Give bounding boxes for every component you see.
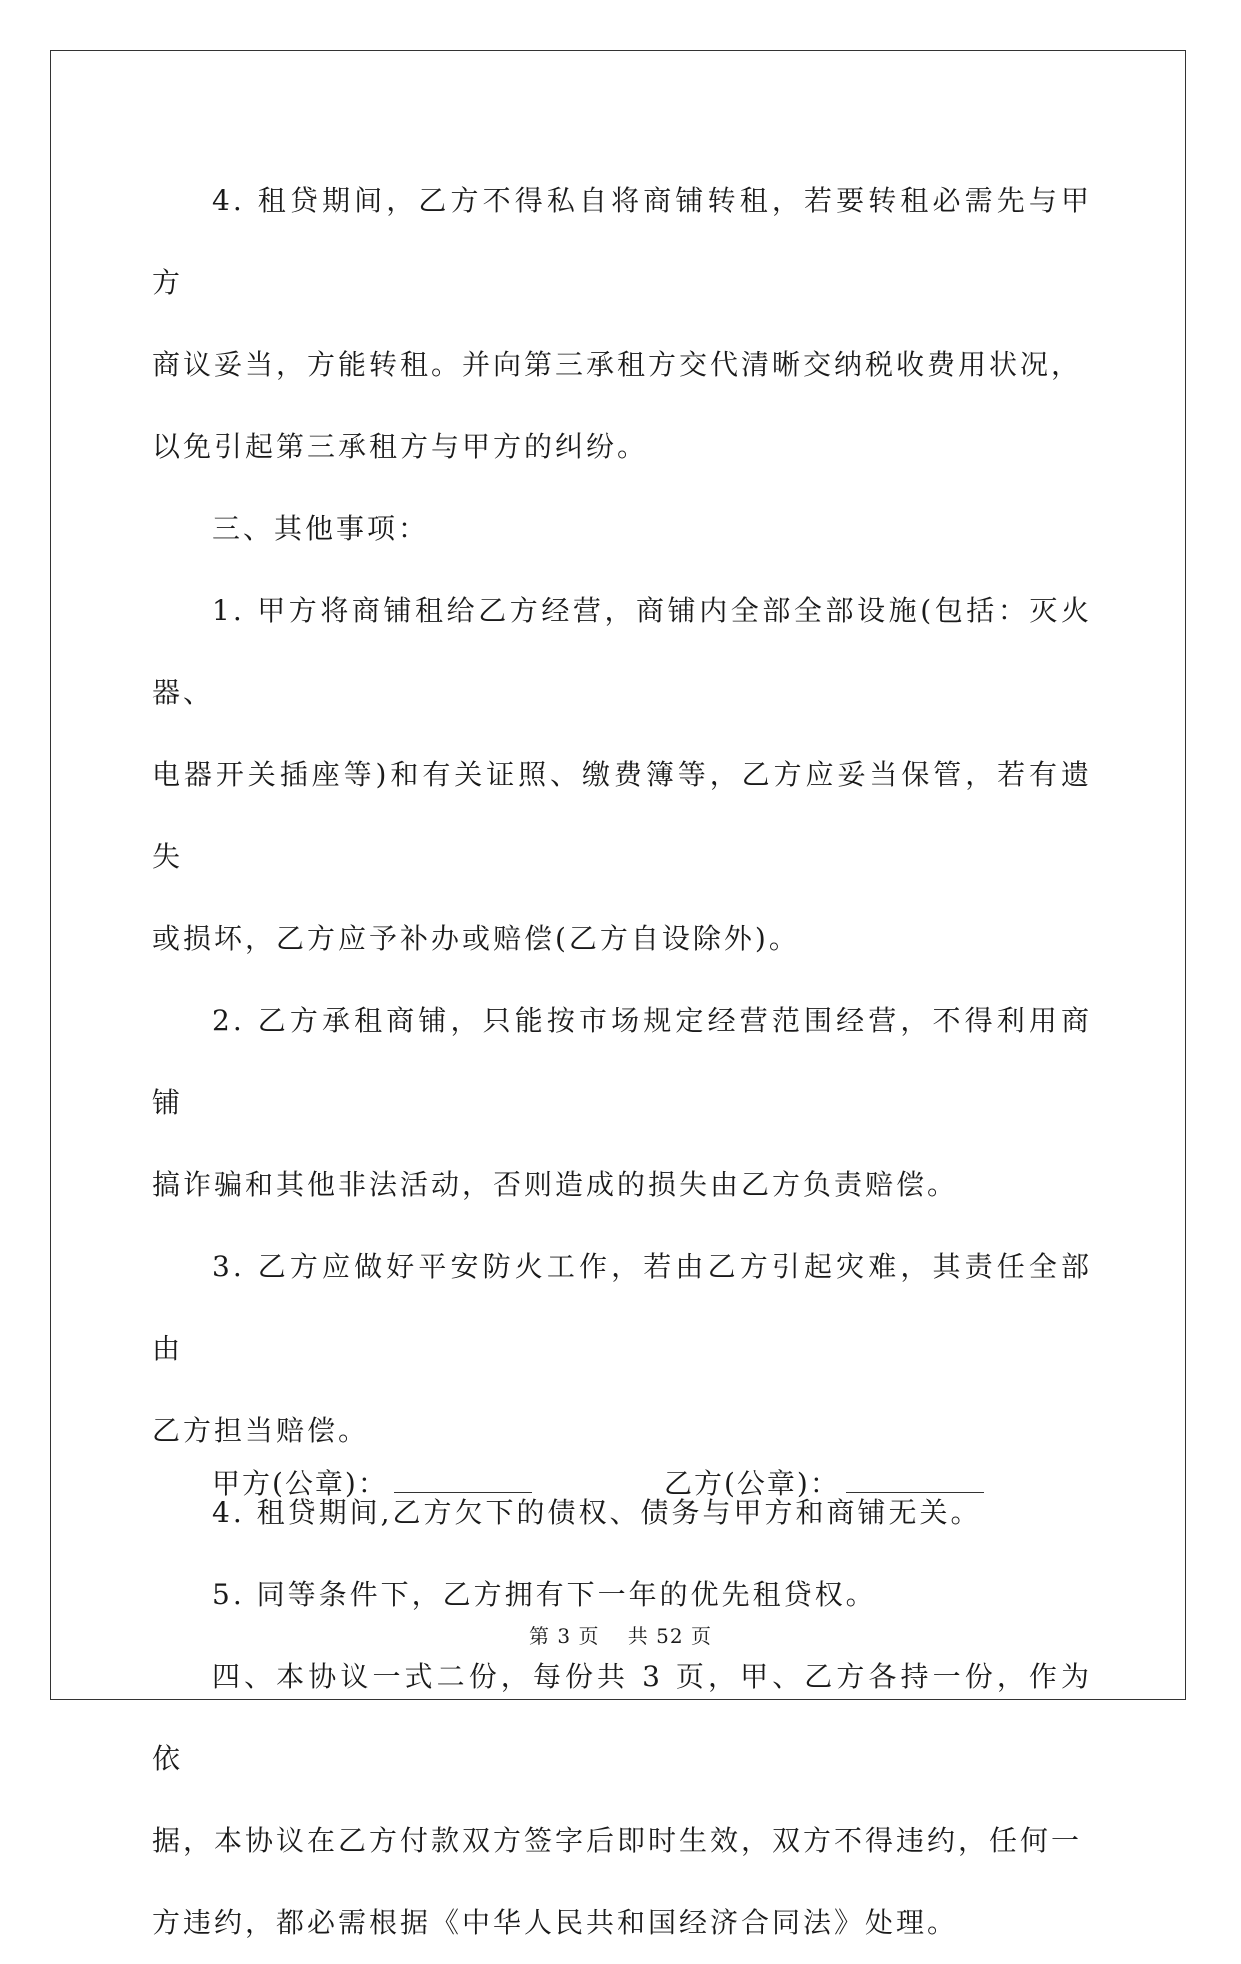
text-line: 商议妥当，方能转租。并向第三承租方交代清晰交纳税收费用状况， (152, 348, 1083, 381)
party-b-signature (664, 1462, 984, 1502)
text-line: 以免引起第三承租方与甲方的纠纷。 (152, 430, 649, 463)
paragraph-copies-clause (152, 1636, 1092, 1964)
text-line: 4. 租贷期间,乙方欠下的债权、债务与甲方和商铺无关。 (212, 1496, 982, 1529)
signature-row (212, 1462, 1072, 1502)
text-line: 5. 同等条件下，乙方拥有下一年的优先租贷权。 (212, 1578, 877, 1611)
text-line: 电器开关插座等)和有关证照、缴费簿等，乙方应妥当保管，若有遗失 (152, 758, 1092, 873)
document-body (152, 160, 1092, 1964)
paragraph-facilities-clause (152, 570, 1092, 980)
text-line: 搞诈骗和其他非法活动，否则造成的损失由乙方负责赔偿。 (152, 1168, 959, 1201)
text-line: 1. 甲方将商铺租给乙方经营，商铺内全部全部设施(包括：灭火器、 (152, 594, 1092, 709)
text-line: 四、本协议一式二份，每份共 3 页，甲、乙方各持一份，作为依 (152, 1660, 1092, 1775)
text-line: 2. 乙方承租商铺，只能按市场规定经营范围经营，不得利用商铺 (152, 1004, 1092, 1119)
text-line: 3. 乙方应做好平安防火工作，若由乙方引起灾难，其责任全部由 (152, 1250, 1092, 1365)
text-line: 4. 租贷期间，乙方不得私自将商铺转租，若要转租必需先与甲方 (152, 184, 1092, 299)
party-a-signature (212, 1462, 664, 1502)
party-b-label: 乙方(公章)： (664, 1467, 840, 1500)
text-line: 或损坏，乙方应予补办或赔偿(乙方自设除外)。 (152, 922, 800, 955)
party-a-label: 甲方(公章)： (212, 1467, 388, 1500)
text-line: 据，本协议在乙方付款双方签字后即时生效，双方不得违约，任何一 (152, 1824, 1083, 1857)
paragraph-business-scope-clause (152, 980, 1092, 1226)
text-line: 乙方担当赔偿。 (152, 1414, 370, 1447)
text-line: 方违约，都必需根据《中华人民共和国经济合同法》处理。 (152, 1906, 959, 1939)
page-number-footer: 第 3 页 共 52 页 (529, 1624, 712, 1648)
paragraph-fire-safety-clause (152, 1226, 1092, 1472)
party-a-signature-line (394, 1464, 532, 1493)
paragraph-sublet-clause (152, 160, 1092, 488)
text-line: 三、其他事项： (212, 512, 430, 545)
party-b-signature-line (846, 1464, 984, 1493)
section-heading-other-matters (152, 488, 1092, 570)
